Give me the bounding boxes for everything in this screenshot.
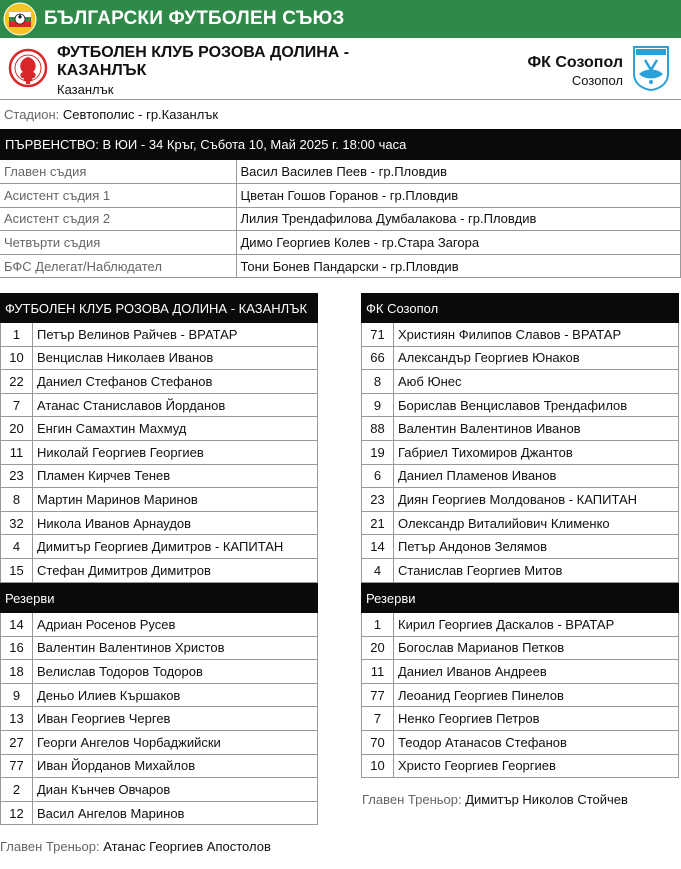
player-row (362, 707, 679, 731)
player-name: Велислав Тодоров Тодоров (33, 660, 318, 684)
home-club-logo (8, 46, 48, 92)
player-name: Даниел Пламенов Иванов (394, 464, 679, 488)
page-header (0, 0, 681, 38)
player-number: 70 (362, 730, 394, 754)
official-name: Лилия Трендафилова Думбалакова - гр.Пловдив (236, 207, 681, 231)
player-number: 13 (1, 707, 33, 731)
player-name: Димитър Георгиев Димитров - КАПИТАН (33, 535, 318, 559)
player-row (362, 613, 679, 637)
player-number: 10 (362, 754, 394, 778)
player-number: 21 (362, 511, 394, 535)
official-row (0, 184, 681, 208)
player-name: Габриел Тихомиров Джантов (394, 440, 679, 464)
player-number: 6 (362, 464, 394, 488)
player-name: Борислав Венциславов Трендафилов (394, 393, 679, 417)
official-name: Цветан Гошов Горанов - гр.Пловдив (236, 184, 681, 208)
official-role: Асистент съдия 2 (0, 207, 236, 231)
player-row (1, 440, 318, 464)
player-row (362, 660, 679, 684)
home-team-town: Казанлък (57, 82, 114, 97)
player-row (1, 613, 318, 637)
player-number: 14 (362, 535, 394, 559)
player-name: Иван Йорданов Михайлов (33, 754, 318, 778)
player-number: 1 (362, 613, 394, 637)
player-row (362, 346, 679, 370)
player-name: Адриан Росенов Русев (33, 613, 318, 637)
player-name: Кирил Георгиев Даскалов - ВРАТАР (394, 613, 679, 637)
home-team-name: ФУТБОЛЕН КЛУБ РОЗОВА ДОЛИНА - КАЗАНЛЪК (57, 44, 350, 79)
player-name: Пламен Кирчев Тенев (33, 464, 318, 488)
player-row (362, 730, 679, 754)
stadium-line (4, 107, 218, 122)
player-number: 1 (1, 323, 33, 347)
player-number: 23 (362, 488, 394, 512)
away-coach-label: Главен Треньор: (362, 792, 462, 807)
player-number: 9 (362, 393, 394, 417)
officials-table (0, 160, 681, 278)
player-name: Венцислав Николаев Иванов (33, 346, 318, 370)
official-row (0, 160, 681, 184)
player-number: 88 (362, 417, 394, 441)
player-name: Теодор Атанасов Стефанов (394, 730, 679, 754)
player-row (1, 778, 318, 802)
player-name: Иван Георгиев Чергев (33, 707, 318, 731)
player-number: 18 (1, 660, 33, 684)
player-row (1, 393, 318, 417)
player-name: Петър Андонов Зелямов (394, 535, 679, 559)
away-team-name: ФК Созопол (527, 54, 623, 71)
player-number: 10 (1, 346, 33, 370)
player-row (1, 488, 318, 512)
player-number: 20 (362, 636, 394, 660)
player-number: 16 (1, 636, 33, 660)
player-row (1, 558, 318, 582)
player-row (1, 370, 318, 394)
player-number: 2 (1, 778, 33, 802)
player-row (362, 370, 679, 394)
player-number: 7 (362, 707, 394, 731)
player-name: Диян Георгиев Молдованов - КАПИТАН (394, 488, 679, 512)
player-row (1, 801, 318, 825)
away-team-town: Созопол (571, 73, 623, 88)
player-number: 9 (1, 683, 33, 707)
player-name: Николай Георгиев Георгиев (33, 440, 318, 464)
player-name: Никола Иванов Арнаудов (33, 511, 318, 535)
player-row (362, 683, 679, 707)
player-name: Александър Георгиев Юнаков (394, 346, 679, 370)
away-reserves-table (361, 583, 679, 778)
player-name: Даниел Иванов Андреев (394, 660, 679, 684)
official-row (0, 254, 681, 278)
stadium-label: Стадион: (4, 107, 60, 122)
player-number: 14 (1, 613, 33, 637)
player-name: Васил Ангелов Маринов (33, 801, 318, 825)
player-row (1, 707, 318, 731)
player-number: 22 (1, 370, 33, 394)
player-number: 11 (1, 440, 33, 464)
official-role: Главен съдия (0, 160, 236, 184)
player-name: Христо Георгиев Георгиев (394, 754, 679, 778)
player-number: 12 (1, 801, 33, 825)
player-name: Аюб Юнес (394, 370, 679, 394)
official-role: Асистент съдия 1 (0, 184, 236, 208)
bfs-logo[interactable] (2, 1, 38, 37)
player-row (362, 511, 679, 535)
home-coach-line (0, 839, 271, 854)
match-header (0, 40, 681, 100)
home-coach-label: Главен Треньор: (0, 839, 100, 854)
player-number: 23 (1, 464, 33, 488)
player-name: Петър Велинов Райчев - ВРАТАР (33, 323, 318, 347)
official-name: Тони Бонев Пандарски - гр.Пловдив (236, 254, 681, 278)
home-reserves-table (0, 583, 318, 825)
player-number: 71 (362, 323, 394, 347)
player-row (362, 393, 679, 417)
player-number: 4 (1, 535, 33, 559)
player-name: Енгин Самахтин Махмуд (33, 417, 318, 441)
player-row (362, 440, 679, 464)
player-row (1, 636, 318, 660)
away-coach-name: Димитър Николов Стойчев (465, 792, 628, 807)
player-number: 77 (362, 683, 394, 707)
player-number: 20 (1, 417, 33, 441)
player-name: Атанас Станиславов Йорданов (33, 393, 318, 417)
federation-title: БЪЛГАРСКИ ФУТБОЛЕН СЪЮЗ (44, 8, 345, 29)
player-name: Олександр Виталийович Клименко (394, 511, 679, 535)
player-number: 19 (362, 440, 394, 464)
player-row (362, 636, 679, 660)
stadium-value: Севтополис - гр.Казанлък (62, 107, 219, 122)
player-row (362, 558, 679, 582)
player-row (1, 660, 318, 684)
competition-bar: ПЪРВЕНСТВО: В ЮИ - 34 Кръг, Събота 10, Май 2025 г. 18:00 часа (0, 129, 681, 160)
player-number: 7 (1, 393, 33, 417)
player-name: Георги Ангелов Чорбаджийски (33, 730, 318, 754)
player-number: 11 (362, 660, 394, 684)
player-name: Стефан Димитров Димитров (33, 558, 318, 582)
player-number: 32 (1, 511, 33, 535)
player-name: Даниел Стефанов Стефанов (33, 370, 318, 394)
away-lineup-table (361, 293, 679, 583)
player-row (362, 535, 679, 559)
home-lineup-title: ФУТБОЛЕН КЛУБ РОЗОВА ДОЛИНА - КАЗАНЛЪК (1, 294, 318, 323)
home-coach-name: Атанас Георгиев Апостолов (103, 839, 271, 854)
player-name: Християн Филипов Славов - ВРАТАР (394, 323, 679, 347)
away-reserves-title: Резерви (362, 584, 679, 613)
player-row (362, 323, 679, 347)
player-number: 77 (1, 754, 33, 778)
player-name: Ненко Георгиев Петров (394, 707, 679, 731)
home-lineup-table (0, 293, 318, 583)
player-name: Деньо Илиев Кършаков (33, 683, 318, 707)
player-name: Станислав Георгиев Митов (394, 558, 679, 582)
player-number: 4 (362, 558, 394, 582)
player-row (1, 730, 318, 754)
official-name: Васил Василев Пеев - гр.Пловдив (236, 160, 681, 184)
official-role: Четвърти съдия (0, 231, 236, 255)
player-name: Валентин Валентинов Иванов (394, 417, 679, 441)
player-number: 27 (1, 730, 33, 754)
away-club-logo (631, 44, 671, 92)
player-row (362, 464, 679, 488)
player-name: Леоанид Георгиев Пинелов (394, 683, 679, 707)
player-number: 15 (1, 558, 33, 582)
player-row (1, 683, 318, 707)
player-row (1, 323, 318, 347)
player-row (1, 754, 318, 778)
player-row (1, 535, 318, 559)
player-number: 66 (362, 346, 394, 370)
official-row (0, 231, 681, 255)
player-name: Диан Кънчев Овчаров (33, 778, 318, 802)
player-name: Валентин Валентинов Христов (33, 636, 318, 660)
player-name: Богослав Марианов Петков (394, 636, 679, 660)
player-row (362, 417, 679, 441)
away-coach-line (362, 792, 628, 807)
away-lineup-title: ФК Созопол (362, 294, 679, 323)
official-row (0, 207, 681, 231)
player-row (362, 488, 679, 512)
home-reserves-title: Резерви (1, 584, 318, 613)
official-name: Димо Георгиев Колев - гр.Стара Загора (236, 231, 681, 255)
player-number: 8 (1, 488, 33, 512)
player-row (362, 754, 679, 778)
player-row (1, 346, 318, 370)
player-name: Мартин Маринов Маринов (33, 488, 318, 512)
player-row (1, 417, 318, 441)
official-role: БФС Делегат/Наблюдател (0, 254, 236, 278)
player-row (1, 511, 318, 535)
player-number: 8 (362, 370, 394, 394)
player-row (1, 464, 318, 488)
